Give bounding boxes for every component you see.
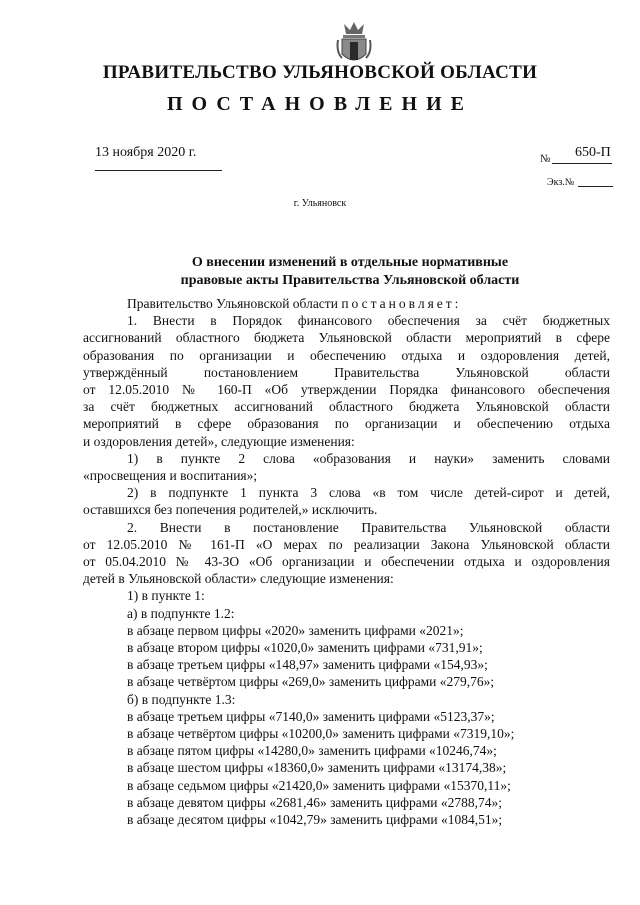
paragraph-line: «просвещения и воспитания»; [83, 468, 258, 484]
list-item: в абзаце девятом цифры «2681,46» заменить цифрами «2788,74»; [127, 794, 503, 810]
coat-of-arms-icon [336, 18, 372, 68]
list-item: 1) в пункте 1: [127, 588, 205, 604]
document-date: 13 ноября 2020 г. [95, 145, 197, 160]
list-item: в абзаце десятом цифры «1042,79» заменить цифрами «1084,51»; [127, 812, 503, 828]
document-type: ПОСТАНОВЛЕНИЕ [167, 93, 473, 115]
paragraph-line: от 12.05.2010 № 161-П «О мерах по реализации Закона Ульяновской области [83, 536, 610, 552]
paragraph-line: 1) в пункте 2 слова «образования и науки» заменить словами [127, 450, 610, 466]
number-label: № [540, 153, 551, 165]
paragraph-line: ассигнований областного бюджета Ульяновской области мероприятий в сфере [83, 330, 610, 346]
list-item: в абзаце третьем цифры «148,97» заменить цифрами «154,93»; [127, 657, 488, 673]
paragraph-line: мероприятий в сфере образования по организации и обеспечению отдыха [83, 416, 610, 432]
paragraph-line: от 05.04.2010 № 43-ЗО «Об организации и обеспечении отдыха и оздоровления [83, 554, 610, 570]
list-item: а) в подпункте 1.2: [127, 605, 235, 621]
paragraph-line: утверждённый постановлением Правительства Ульяновской области [83, 364, 610, 380]
number-underline [552, 163, 612, 164]
list-item: в абзаце четвёртом цифры «10200,0» заменить цифрами «7319,10»; [127, 726, 515, 742]
title-line: правовые акты Правительства Ульяновской области [180, 273, 520, 288]
list-item: в абзаце первом цифры «2020» заменить цифрами «2021»; [127, 622, 464, 638]
intro-verb: постановляет: [341, 296, 462, 311]
paragraph-line: 2) в подпункте 1 пункта 3 слова «в том числе детей-сирот и детей, [127, 485, 610, 501]
paragraph-line: образования по организации и обеспечению отдыха и оздоровления детей, [83, 347, 610, 363]
list-item: в абзаце шестом цифры «18360,0» заменить цифрами «13174,38»; [127, 760, 507, 776]
paragraph-line: 2. Внести в постановление Правительства Ульяновской области [127, 519, 610, 535]
list-item: в абзаце седьмом цифры «21420,0» заменить цифрами «15370,11»; [127, 777, 511, 793]
document-title [140, 254, 560, 290]
paragraph-line: оставшихся без попечения родителей,» исключить. [83, 502, 378, 518]
paragraph-line: 1. Внести в Порядок финансового обеспечения за счёт бюджетных [127, 313, 610, 329]
paragraph-line: за счёт бюджетных ассигнований областного бюджета Ульяновской области [83, 399, 610, 415]
intro-paragraph [83, 295, 610, 312]
list-item: в абзаце четвёртом цифры «269,0» заменить цифрами «279,76»; [127, 674, 495, 690]
paragraph-line: от 12.05.2010 № 160-П «Об утверждении Порядка финансового обеспечения [83, 382, 610, 398]
document-number: 650-П [575, 145, 611, 160]
paragraph-line: детей в Ульяновской области» следующие изменения: [83, 571, 394, 587]
list-item: в абзаце пятом цифры «14280,0» заменить цифрами «10246,74»; [127, 743, 497, 759]
copy-number-underline [578, 186, 613, 187]
date-underline [95, 170, 222, 171]
list-item: в абзаце втором цифры «1020,0» заменить цифрами «731,91»; [127, 640, 483, 656]
list-item: б) в подпункте 1.3: [127, 691, 236, 707]
document-body [83, 295, 610, 828]
paragraph-line: и оздоровления детей», следующие изменения: [83, 433, 355, 449]
city: г. Ульяновск [293, 198, 347, 209]
copy-number-label: Экз.№ [547, 177, 575, 188]
government-heading: ПРАВИТЕЛЬСТВО УЛЬЯНОВСКОЙ ОБЛАСТИ [102, 62, 538, 83]
intro-text: Правительство Ульяновской области [127, 296, 342, 311]
list-item: в абзаце третьем цифры «7140,0» заменить цифрами «5123,37»; [127, 708, 495, 724]
title-line: О внесении изменений в отдельные нормативные [191, 255, 509, 270]
